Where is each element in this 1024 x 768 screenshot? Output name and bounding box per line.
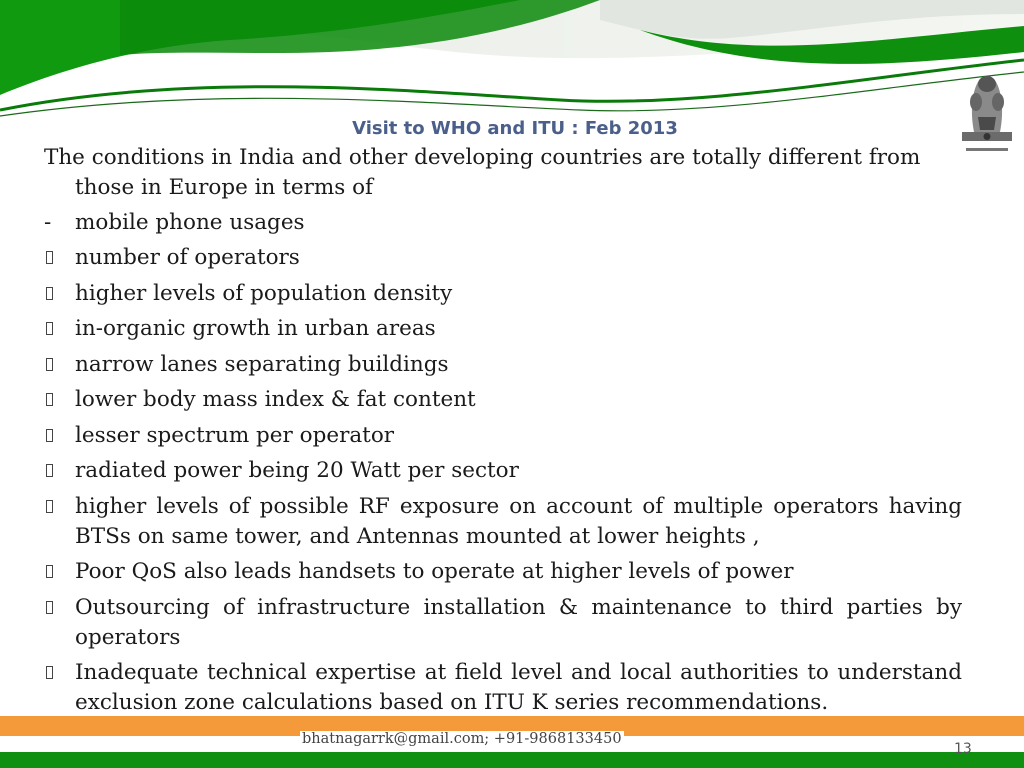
bullet-list — [44, 243, 962, 718]
bullet-box-icon — [46, 322, 53, 335]
bullet-box-icon — [46, 358, 53, 371]
bullet-box-icon — [46, 393, 53, 406]
list-item-text: higher levels of possible RF exposure on account of multiple operators having BTSs on same tower, and Antennas mounted at lower heights , — [75, 493, 962, 549]
list-item-text: narrow lanes separating buildings — [75, 351, 449, 377]
list-item — [44, 492, 962, 552]
list-item-text: lower body mass index & fat content — [75, 387, 476, 412]
list-item-text: Outsourcing of infrastructure installation & maintenance to third parties by operators — [75, 594, 962, 650]
list-item-text: lesser spectrum per operator — [75, 422, 395, 448]
footer-green-band — [0, 752, 1024, 768]
list-item-text: radiated power being 20 Watt per sector — [75, 458, 519, 483]
dash-marker: - — [44, 210, 52, 235]
dash-item-text: mobile phone usages — [75, 210, 305, 235]
slide-title: Visit to WHO and ITU : Feb 2013 — [352, 118, 678, 139]
page-number: 13 — [954, 741, 972, 757]
list-item-text: Poor QoS also leads handsets to operate at higher levels of power — [75, 559, 794, 584]
list-item — [44, 557, 962, 587]
list-item — [44, 593, 962, 653]
list-item-text: Inadequate technical expertise at field level and local authorities to understand exclusion zone calculations based on ITU K series recommendations. — [75, 660, 962, 715]
footer-contact: bhatnagarrk@gmail.com; +91-9868133450 — [302, 731, 622, 747]
bullet-box-icon — [46, 429, 53, 442]
list-item — [44, 243, 962, 273]
bullet-box-icon — [46, 500, 53, 513]
bullet-box-icon — [46, 287, 53, 300]
list-item-text: number of operators — [75, 245, 300, 270]
slide-body — [44, 143, 962, 724]
bullet-box-icon — [46, 464, 53, 477]
list-item — [44, 350, 962, 380]
list-item — [44, 421, 962, 451]
list-item — [44, 456, 962, 486]
bullet-box-icon — [46, 565, 53, 578]
list-item — [44, 279, 962, 309]
list-item — [44, 314, 962, 344]
header-wave-banner — [0, 0, 1024, 130]
bullet-box-icon — [46, 666, 53, 679]
bullet-box-icon — [46, 601, 53, 614]
intro-paragraph: The conditions in India and other developing countries are totally different from those in Europe in terms of — [44, 145, 921, 200]
bullet-box-icon — [46, 251, 53, 264]
national-emblem-icon — [956, 62, 1018, 162]
dash-list-item — [44, 208, 962, 238]
list-item — [44, 385, 962, 415]
list-item — [44, 658, 962, 718]
list-item-text: higher levels of population density — [75, 280, 453, 306]
list-item-text: in-organic growth in urban areas — [75, 316, 436, 341]
